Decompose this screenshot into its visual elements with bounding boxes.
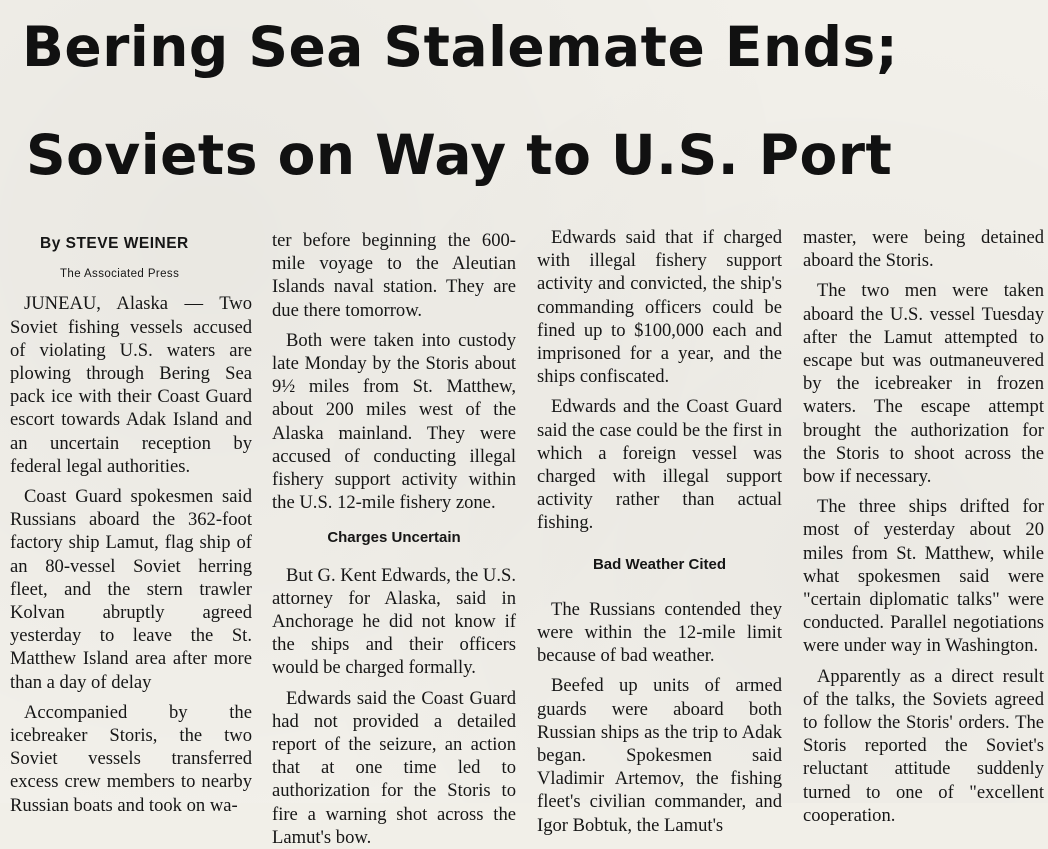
paragraph: master, were being detained aboard the Storis. [803,227,1044,272]
paragraph: The three ships drifted for most of yesterday about 20 miles from St. Matthew, while what spokesmen said were "certain diplomatic talks" were conducted. Parallel negotiations were under way in Washington. [803,496,1044,657]
news-agency: The Associated Press [60,268,180,281]
article-column-3 [537,226,782,837]
byline: By STEVE WEINER [40,235,189,252]
paragraph: Apparently as a direct result of the talks, the Soviets agreed to follow the Storis' orders. The Storis reported the Soviet's reluctant attitude suddenly turned to one of "excellent cooperation. [803,665,1044,826]
subheading-charges-uncertain: Charges Uncertain [327,529,461,547]
paragraph: Edwards and the Coast Guard said the case could be the first in which a foreign vessel was charged with illegal support activity rather than actual fishing. [537,396,782,534]
paragraph: Both were taken into custody late Monday by the Storis about 9½ miles from St. Matthew, about 200 miles west of the Alaska mainland. They were accused of conducting illegal fishery support activity within the U.S. 12-mile fishery zone. [272,329,516,514]
paragraph: The Russians contended they were within the 12-mile limit because of bad weather. [537,598,782,667]
paragraph: JUNEAU, Alaska — Two Soviet fishing vessels accused of violating U.S. waters are plowing through Bering Sea pack ice with their Coast Guard escort towards Adak Island and an uncertain reception by federal legal authorities. [10,293,252,477]
paragraph: Edwards said that if charged with illegal fishery support activity and convicted, the ship's commanding officers could be fined up to $100,000 each and imprisoned for a year, and the ships confiscated. [537,227,782,388]
paragraph: Beefed up units of armed guards were aboard both Russian ships as the trip to Adak began. Spokesmen said Vladimir Artemov, the fishing fleet's civilian commander, and Igor Bobtuk, the Lamut's [537,675,782,836]
headline-line-2: Soviets on Way to U.S. Port [26,123,893,187]
headline-line-1: Bering Sea Stalemate Ends; [22,15,899,79]
paragraph: But G. Kent Edwards, the U.S. attorney for Alaska, said in Anchorage he did not know if the ships and their officers would be charged formally. [272,564,516,679]
paragraph: The two men were taken aboard the U.S. vessel Tuesday after the Lamut attempted to escape but was outmaneuvered by the icebreaker in frozen waters. The escape attempt brought the authorization for the Storis to shoot across the bow if necessary. [803,280,1044,488]
article-column-4 [803,226,1044,827]
subheading-bad-weather-cited: Bad Weather Cited [592,555,727,573]
paragraph: Edwards said the Coast Guard had not provided a detailed report of the seizure, an action that at one time led to authorization for the Storis to fire a warning shot across the Lamut's bow. [272,687,516,848]
article-column-1 [10,226,252,817]
paragraph: Coast Guard spokesmen said Russians aboard the 362-foot factory ship Lamut, flag ship of an 80-vessel Soviet herring fleet, and the stern trawler Kolvan abruptly agreed yesterday to leave the St. Matthew Island area after more than a day of delay [10,486,252,693]
paragraph: Accompanied by the icebreaker Storis, the two Soviet vessels transferred excess crew members to nearby Russian boats and took on wa- [10,701,252,816]
paragraph: ter before beginning the 600-mile voyage to the Aleutian Islands naval station. They are due there tomorrow. [272,230,516,321]
article-column-2 [272,229,516,849]
